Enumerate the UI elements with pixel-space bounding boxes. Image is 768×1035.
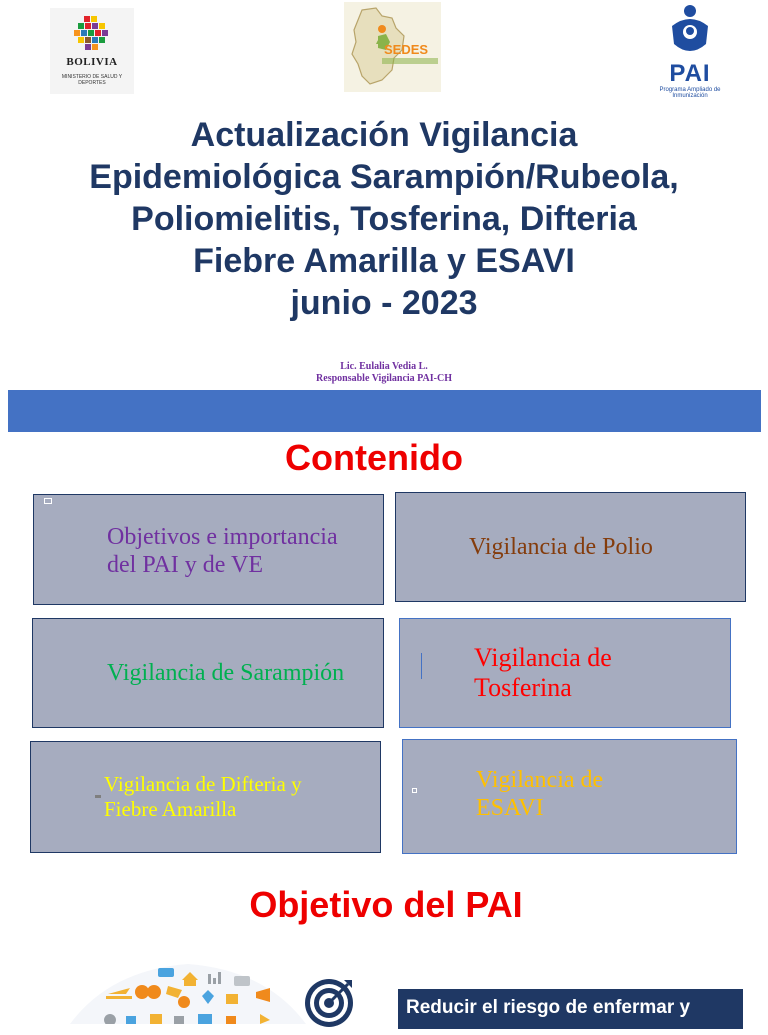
content-box-line: Vigilancia de Polio	[469, 534, 653, 560]
content-box-sarampion[interactable]	[32, 618, 384, 728]
blue-divider-band	[8, 390, 761, 432]
bolivia-logo-subtitle: MINISTERIO DE SALUD Y DEPORTES	[61, 74, 123, 86]
pai-logo	[650, 4, 730, 100]
icon-cluster-icon	[70, 964, 310, 1024]
author-role: Responsable Vigilancia PAI-CH	[316, 373, 452, 384]
placeholder-marker	[95, 795, 101, 798]
content-box-line: Vigilancia de Difteria y	[104, 772, 302, 796]
content-box-line: Vigilancia de	[476, 767, 604, 793]
sedes-logo-name: SEDES	[384, 42, 429, 57]
icon-collage	[70, 964, 310, 1024]
placeholder-marker	[44, 498, 52, 504]
title-line: Actualización Vigilancia	[190, 116, 578, 154]
person-figure-icon	[372, 24, 392, 44]
author-name: Lic. Eulalia Vedia L.	[340, 361, 428, 372]
sedes-logo	[344, 2, 441, 92]
objetivo-heading: Objetivo del PAI	[249, 884, 523, 925]
content-box-line: ESAVI	[476, 795, 544, 821]
content-box-line: Objetivos e importancia	[107, 524, 338, 550]
content-box-objetivos[interactable]	[33, 494, 384, 605]
title-line: Epidemiológica Sarampión/Rubeola,	[89, 158, 679, 196]
content-box-line: Tosferina	[474, 673, 572, 702]
content-box-line: Vigilancia de Sarampión	[107, 660, 345, 686]
bolivia-flower-emblem-icon	[60, 14, 124, 54]
content-box-line: del PAI y de VE	[107, 552, 263, 578]
pai-logo-name: PAI	[669, 60, 711, 87]
objetivo-text: Reducir el riesgo de enfermar y	[406, 997, 691, 1018]
target-icon	[302, 974, 358, 1030]
contenido-heading: Contenido	[285, 437, 463, 478]
content-box-esavi[interactable]	[402, 739, 737, 854]
content-box-tosferina[interactable]	[399, 618, 731, 728]
slide-title	[0, 114, 768, 324]
content-box-line: Vigilancia de	[474, 643, 612, 672]
placeholder-marker	[412, 788, 417, 793]
author-block	[0, 361, 768, 385]
content-box-polio[interactable]	[395, 492, 746, 602]
title-line: Poliomielitis, Tosferina, Difteria	[131, 200, 637, 238]
content-box-difteria[interactable]	[30, 741, 381, 853]
bolivia-logo-name: BOLIVIA	[66, 56, 118, 68]
title-line: Fiebre Amarilla y ESAVI	[193, 242, 575, 280]
objetivo-text-panel	[398, 989, 743, 1029]
pai-family-icon	[666, 4, 714, 58]
text-cursor-mark	[421, 653, 422, 679]
title-line: junio - 2023	[290, 284, 478, 322]
sedes-logo-tagline-bar	[382, 58, 438, 64]
bolivia-ministry-logo	[50, 8, 134, 94]
pai-logo-subtitle: Programa Ampliado de Inmunización	[659, 87, 721, 99]
content-box-line: Fiebre Amarilla	[104, 797, 237, 821]
